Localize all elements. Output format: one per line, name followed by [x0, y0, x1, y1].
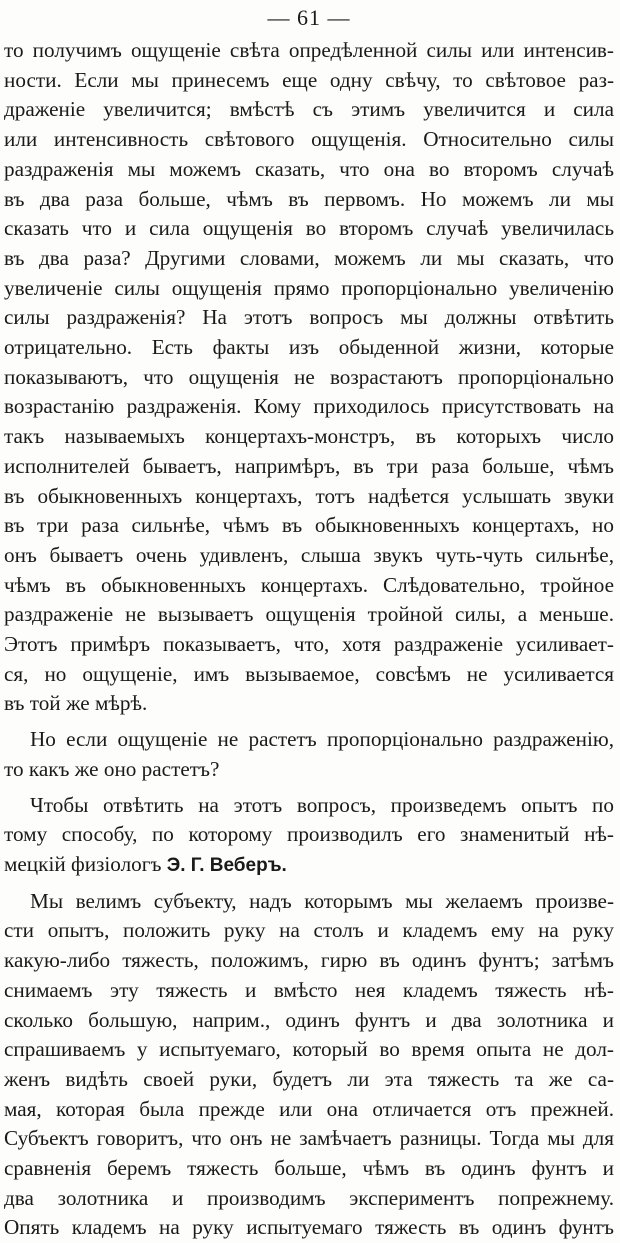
text-line: женъ видѣть своей руки, будетъ ли эта тяжесть та же са- [4, 1066, 614, 1091]
text-line: то какъ же оно растетъ? [4, 756, 220, 781]
page-number: — 61 — [267, 5, 351, 30]
text-line: сравненія беремъ тяжесть больше, чѣмъ въ одинъ фунтъ и [4, 1156, 614, 1181]
text-line: въ три раза сильнѣе, чѣмъ въ обыкновенныхъ концертахъ, но [4, 513, 614, 538]
text-line: или интенсивность свѣтового ощущенія. Относительно силы [4, 127, 614, 152]
text-line: то получимъ ощущеніе свѣта опредѣленной силы или интенсив- [4, 38, 614, 62]
author-name: Э. Г. Веберъ. [166, 854, 287, 876]
text-line: сколько большую, наприм., одинъ фунтъ и два золотника и [4, 1007, 614, 1032]
text-line: въ два раза больше, чѣмъ въ первомъ. Но можемъ ли мы [4, 186, 614, 211]
text-line: Но если ощущеніе не растетъ пропорціонально раздраженію, [30, 727, 614, 752]
text-line: исполнителей бываетъ, напримѣръ, въ три раза больше, чѣмъ [4, 453, 614, 478]
text-line: раздраженія мы можемъ сказать, что она во второмъ случаѣ [4, 156, 614, 181]
text-line: два золотника и производимъ экспериментъ попрежнему. [4, 1185, 614, 1210]
text-line: спрашиваемъ у испытуемаго, который во время опыта не дол- [4, 1037, 614, 1062]
text-line: сти опытъ, положить руку на столъ и кладемъ ему на руку [4, 918, 614, 943]
text-line: ся, но ощущеніе, имъ вызываемое, совсѣмъ не усиливается [4, 661, 614, 686]
text-line: ности. Если мы принесемъ еще одну свѣчу, то свѣтовое раз- [4, 67, 614, 92]
text-line: увеличеніе силы ощущенія прямо пропорціонально увеличенію [4, 275, 614, 300]
paragraph-4 [4, 887, 614, 1243]
text-line: тому способу, по которому производилъ его знаменитый нѣ- [4, 822, 614, 847]
text-line: показываютъ, что ощущенія не возрастаютъ пропорціонально [4, 364, 614, 389]
text-line: въ два раза? Другими словами, можемъ ли мы сказать, что [4, 245, 614, 270]
text-line: драженіе увеличится; вмѣстѣ съ этимъ увеличится и сила [4, 97, 614, 122]
text-line: Субъектъ говоритъ, что онъ не замѣчаетъ разницы. Тогда мы для [4, 1126, 614, 1151]
text-line-prefix: мецкій физіологъ [4, 851, 162, 876]
text-line: снимаемъ эту тяжесть и вмѣсто нея кладемъ тяжесть нѣ- [4, 977, 614, 1002]
text-line: возрастанію раздраженія. Кому приходилось присутствовать на [4, 394, 614, 419]
text-line [4, 850, 614, 881]
text-line: въ обыкновенныхъ концертахъ, тотъ надѣется услышать звуки [4, 483, 614, 508]
text-line: раздраженіе не вызываетъ ощущенія тройной силы, а меньше. [4, 602, 614, 627]
text-line: мая, которая была прежде или она отличается отъ прежней. [4, 1096, 614, 1121]
text-line: Этотъ примѣръ показываетъ, что, хотя раздраженіе усиливает- [4, 632, 614, 657]
text-line: чѣмъ въ обыкновенныхъ концертахъ. Слѣдовательно, тройное [4, 572, 614, 597]
paragraph-2 [4, 725, 614, 784]
text-line: силы раздраженія? На этотъ вопросъ мы должны отвѣтить [4, 305, 614, 330]
text-line: такъ называемыхъ концертахъ-монстръ, въ которыхъ число [4, 424, 614, 449]
text-line: онъ бываетъ очень удивленъ, слыша звукъ чуть-чуть сильнѣе, [4, 542, 614, 567]
text-line: въ той же мѣрѣ. [4, 691, 148, 716]
text-line: Опять кладемъ на руку испытуемаго тяжесть въ одинъ фунтъ [4, 1215, 614, 1240]
text-line: отрицательно. Есть факты изъ обыденной жизни, которые [4, 335, 614, 360]
paragraph-3 [4, 791, 614, 881]
text-line: какую-либо тяжесть, положимъ, гирю въ одинъ фунтъ; затѣмъ [4, 948, 614, 973]
text-line: Чтобы отвѣтить на этотъ вопросъ, произведемъ опытъ по [30, 792, 614, 817]
paragraph-1 [4, 36, 614, 719]
text-line: сказать что и сила ощущенія во второмъ случаѣ увеличилась [4, 216, 614, 241]
text-line: Мы велимъ субъекту, надъ которымъ мы желаемъ произве- [30, 888, 614, 913]
